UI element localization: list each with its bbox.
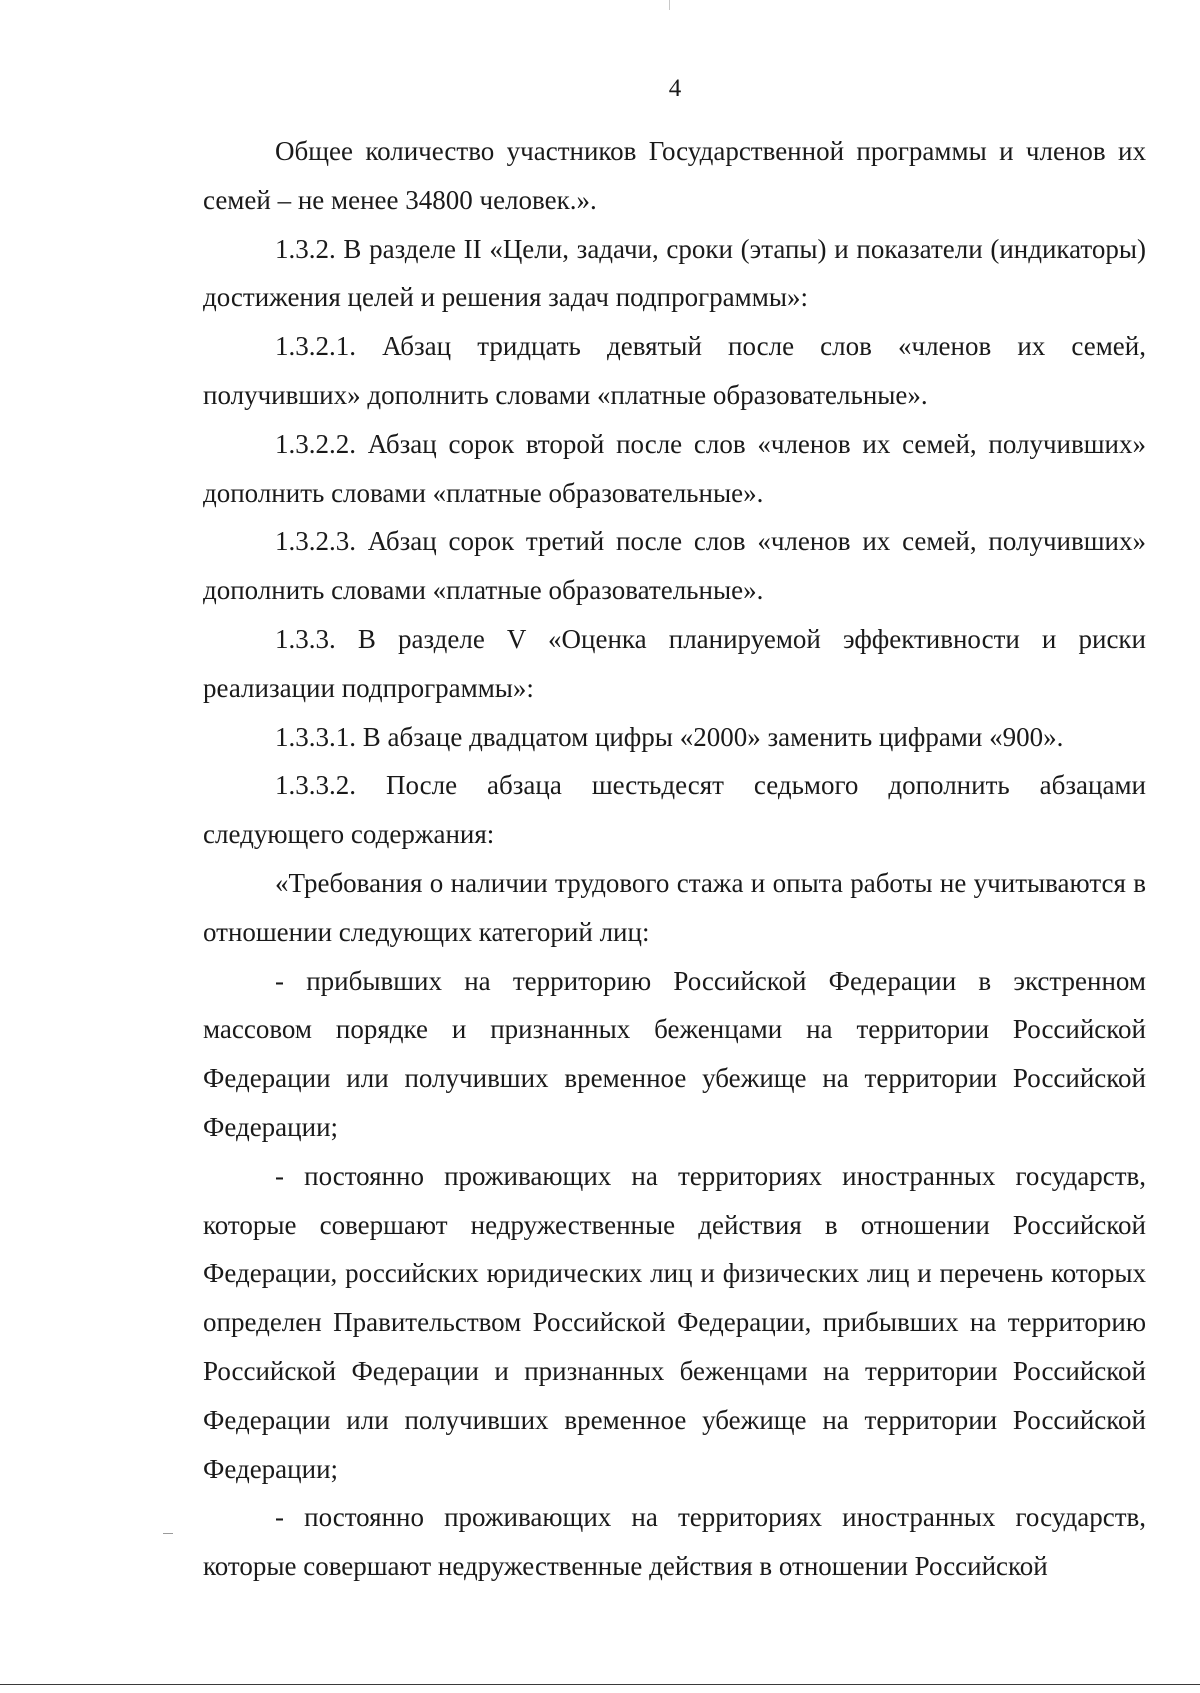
list-item-unfriendly-states-continued: - постоянно проживающих на территориях иностранных государств, которые совершают недружественные действия в отношении Российской bbox=[203, 1502, 1146, 1582]
paragraph-requirements: «Требования о наличии трудового стажа и опыта работы не учитываются в отношении следующих категорий лиц: bbox=[203, 867, 1146, 947]
paragraph-1-3-2-2: 1.3.2.2. Абзац сорок второй после слов «членов их семей, получивших» дополнить словами «платные образовательные». bbox=[203, 428, 1146, 508]
page-bottom-rule bbox=[0, 1684, 1200, 1685]
page-number: 4 bbox=[668, 75, 682, 102]
scan-edge-mark-left bbox=[163, 1533, 173, 1534]
scan-edge-mark-top bbox=[669, 0, 670, 10]
list-item-refugees: - прибывших на территорию Российской Федерации в экстренном массовом порядке и признанных беженцами на территории Российской Федерации или получивших временное убежище на территории Российской Федерации; bbox=[203, 965, 1146, 1142]
paragraph-1-3-2-1: 1.3.2.1. Абзац тридцать девятый после слов «членов их семей, получивших» дополнить словами «платные образовательные». bbox=[203, 331, 1146, 410]
paragraph-1-3-3-1: 1.3.3.1. В абзаце двадцатом цифры «2000» заменить цифрами «900». bbox=[275, 721, 1064, 752]
document-body bbox=[203, 127, 1146, 1591]
paragraph-total-participants: Общее количество участников Государственной программы и членов их семей – не менее 34800 человек.». bbox=[203, 136, 1146, 215]
paragraph-section-2: 1.3.2. В разделе II «Цели, задачи, сроки (этапы) и показатели (индикаторы) достижения целей и решения задач подпрограммы»: bbox=[203, 233, 1146, 313]
list-item-unfriendly-states: - постоянно проживающих на территориях иностранных государств, которые совершают недружественные действия в отношении Российской Федерации, российских юридических лиц и физических лиц и перечень которых определен Правительством Российской Федерации, прибывших на территорию Российской Федерации и признанных беженцами на территории Российской Федерации или получивших временное убежище на территории Российской Федерации; bbox=[203, 1160, 1146, 1484]
paragraph-section-5: 1.3.3. В разделе V «Оценка планируемой эффективности и риски реализации подпрограммы»: bbox=[203, 623, 1146, 703]
paragraph-1-3-3-2: 1.3.3.2. После абзаца шестьдесят седьмого дополнить абзацами следующего содержания: bbox=[203, 770, 1146, 850]
paragraph-1-3-2-3: 1.3.2.3. Абзац сорок третий после слов «членов их семей, получивших» дополнить словами «платные образовательные». bbox=[203, 526, 1146, 606]
